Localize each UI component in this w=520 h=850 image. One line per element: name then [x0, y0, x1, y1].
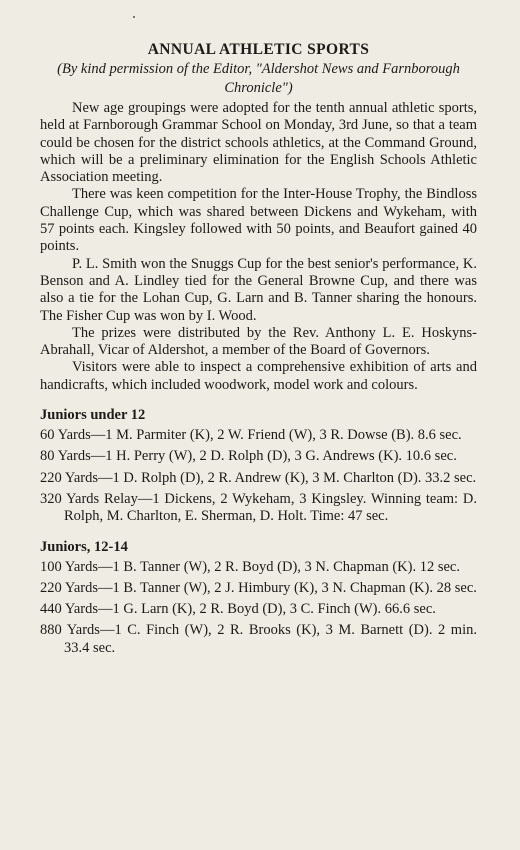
results-section-juniors-12-14 [40, 538, 477, 657]
paragraph: Visitors were able to inspect a comprehensive exhibition of arts and handicrafts, which included woodwork, model work and colours. [40, 359, 477, 393]
section-heading: Juniors under 12 [40, 407, 146, 424]
result-entry: 60 Yards—1 M. Parmiter (K), 2 W. Friend (W), 3 R. Dowse (B). 8.6 sec. [40, 427, 462, 444]
article-body [40, 40, 477, 661]
section-heading: Juniors, 12-14 [40, 538, 128, 555]
result-entry: 100 Yards—1 B. Tanner (W), 2 R. Boyd (D), 3 N. Chapman (K). 12 sec. [40, 558, 460, 575]
print-speck [133, 16, 135, 18]
result-entry: 880 Yards—1 C. Finch (W), 2 R. Brooks (K), 3 M. Barnett (D). 2 min. 33.4 sec. [40, 622, 477, 656]
result-entry: 220 Yards—1 D. Rolph (D), 2 R. Andrew (K), 3 M. Charlton (D). 33.2 sec. [40, 469, 477, 486]
results-section-juniors-under-12 [40, 406, 477, 525]
paragraph: There was keen competition for the Inter-House Trophy, the Bindloss Challenge Cup, which was shared between Dickens and Wykeham, with 57 points each. Kingsley followed with 50 points, and Beaufort gained 40 points. [40, 186, 477, 255]
article-title: ANNUAL ATHLETIC SPORTS [147, 41, 370, 58]
article-subtitle: (By kind permission of the Editor, "Aldershot News and Farnborough Chronicle") [57, 61, 460, 96]
paragraph: New age groupings were adopted for the tenth annual athletic sports, held at Farnborough Grammar School on Monday, 3rd June, so that a team could be chosen for the district schools athletics, at the Command Ground, which will be a preliminary elimination for the English Schools Athletic Association meeting. [40, 100, 477, 186]
paragraph: The prizes were distributed by the Rev. Anthony L. E. Hoskyns-Abrahall, Vicar of Aldershot, a member of the Board of Governors. [40, 324, 477, 359]
result-entry: 80 Yards—1 H. Perry (W), 2 D. Rolph (D), 3 G. Andrews (K). 10.6 sec. [40, 448, 457, 465]
result-entry: 220 Yards—1 B. Tanner (W), 2 J. Himbury (K), 3 N. Chapman (K). 28 sec. [40, 579, 477, 596]
paragraph: P. L. Smith won the Snuggs Cup for the best senior's performance, K. Benson and A. Lindley tied for the General Browne Cup, and there was also a tie for the Lohan Cup, G. Larn and B. Tanner sharing the honours. The Fisher Cup was won by I. Wood. [40, 255, 477, 324]
result-entry: 320 Yards Relay—1 Dickens, 2 Wykeham, 3 Kingsley. Winning team: D. Rolph, M. Charlton, E. Sherman, D. Holt. Time: 47 sec. [40, 490, 477, 525]
result-entry: 440 Yards—1 G. Larn (K), 2 R. Boyd (D), 3 C. Finch (W). 66.6 sec. [40, 601, 436, 618]
